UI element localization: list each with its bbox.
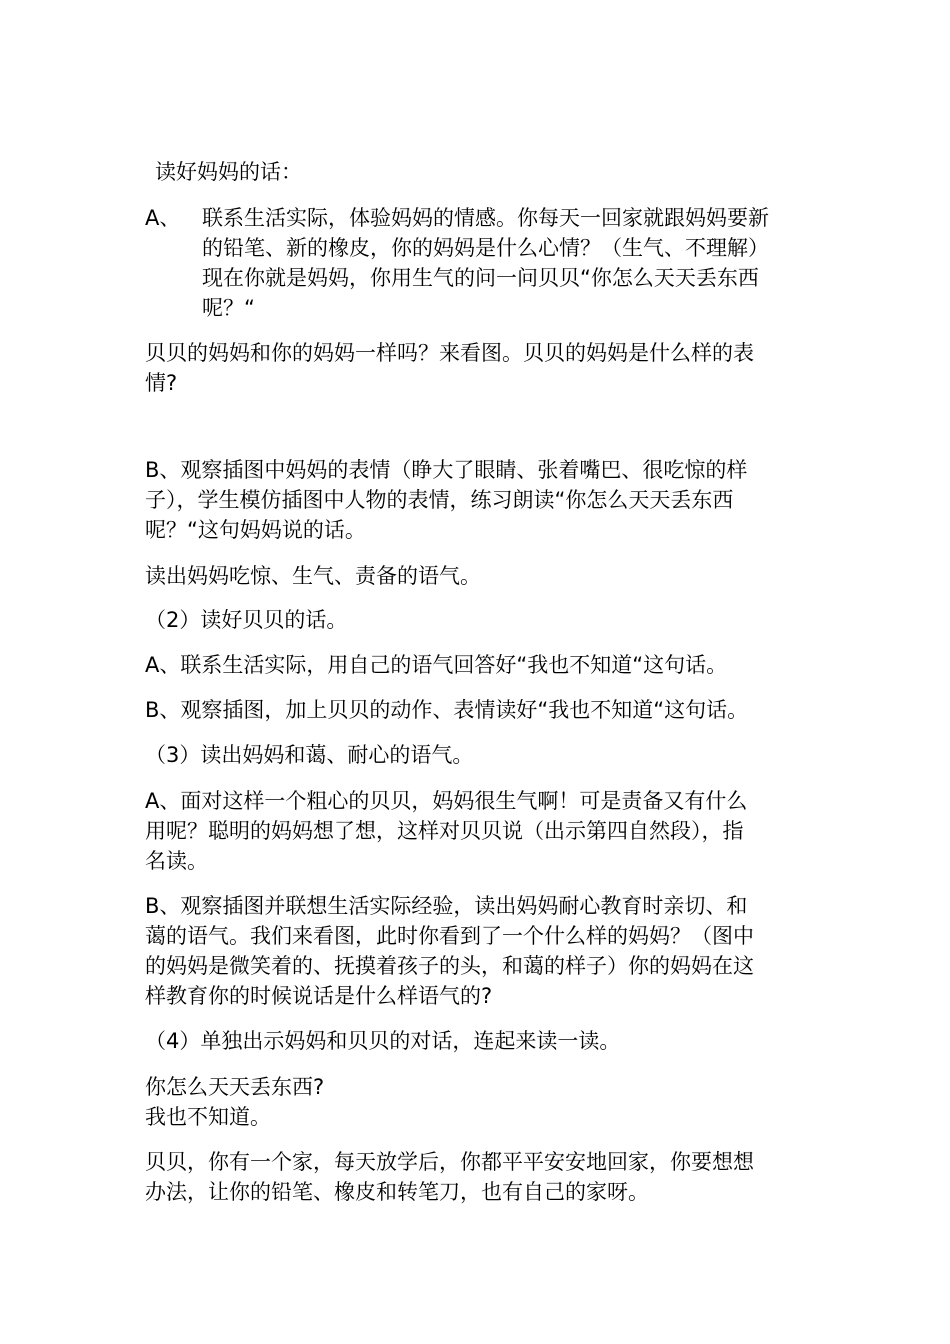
paragraph-3: 读出妈妈吃惊、生气、责备的语气。 xyxy=(145,564,481,588)
paragraph-6: B、观察插图，加上贝贝的动作、表情读好“我也不知道“这句话。 xyxy=(145,698,749,722)
section-heading: 读好妈妈的话： xyxy=(155,160,302,184)
dialogue-line-2: 我也不知道。 xyxy=(145,1105,271,1129)
paragraph-5: A、联系生活实际，用自己的语气回答好“我也不知道“这句话。 xyxy=(145,653,728,677)
item-a-line-3: 现在你就是妈妈，你用生气的问一问贝贝“你怎么天天丢东西 xyxy=(202,266,759,290)
paragraph-8-line-1: A、面对这样一个粗心的贝贝，妈妈很生气啊！可是责备又有什么 xyxy=(145,789,748,813)
paragraph-12-line-1: 贝贝，你有一个家，每天放学后，你都平平安安地回家，你要想想 xyxy=(145,1150,754,1174)
paragraph-10: （4）单独出示妈妈和贝贝的对话，连起来读一读。 xyxy=(145,1029,621,1053)
paragraph-8-line-2: 用呢？聪明的妈妈想了想，这样对贝贝说（出示第四自然段），指 xyxy=(145,819,744,843)
paragraph-12-line-2: 办法，让你的铅笔、橡皮和转笔刀，也有自己的家呀。 xyxy=(145,1180,649,1204)
paragraph-9-line-1: B、观察插图并联想生活实际经验，读出妈妈耐心教育时亲切、和 xyxy=(145,894,748,918)
paragraph-7: （3）读出妈妈和蔼、耐心的语气。 xyxy=(145,743,474,767)
paragraph-1-line-2: 情? xyxy=(145,371,178,395)
paragraph-2-line-3: 呢？“这句妈妈说的话。 xyxy=(145,518,366,542)
item-a-line-1: 联系生活实际，体验妈妈的情感。你每天一回家就跟妈妈要新 xyxy=(202,206,769,230)
paragraph-2-line-2: 子），学生模仿插图中人物的表情，练习朗读“你怎么天天丢东西 xyxy=(145,488,734,512)
item-a-line-4: 呢？“ xyxy=(202,296,255,320)
paragraph-9-line-3: 的妈妈是微笑着的、抚摸着孩子的头，和蔼的样子）你的妈妈在这 xyxy=(145,954,754,978)
dialogue-line-1: 你怎么天天丢东西? xyxy=(145,1075,325,1099)
paragraph-1-line-1: 贝贝的妈妈和你的妈妈一样吗？来看图。贝贝的妈妈是什么样的表 xyxy=(145,341,754,365)
paragraph-4: （2）读好贝贝的话。 xyxy=(145,608,348,632)
paragraph-2-line-1: B、观察插图中妈妈的表情（睁大了眼睛、张着嘴巴、很吃惊的样 xyxy=(145,458,748,482)
item-a-label: A、 xyxy=(145,206,181,230)
paragraph-8-line-3: 名读。 xyxy=(145,849,208,873)
item-a-line-2: 的铅笔、新的橡皮，你的妈妈是什么心情？（生气、不理解） xyxy=(202,236,769,260)
paragraph-9-line-2: 蔼的语气。我们来看图，此时你看到了一个什么样的妈妈？（图中 xyxy=(145,924,754,948)
paragraph-9-line-4: 样教育你的时候说话是什么样语气的? xyxy=(145,984,493,1008)
